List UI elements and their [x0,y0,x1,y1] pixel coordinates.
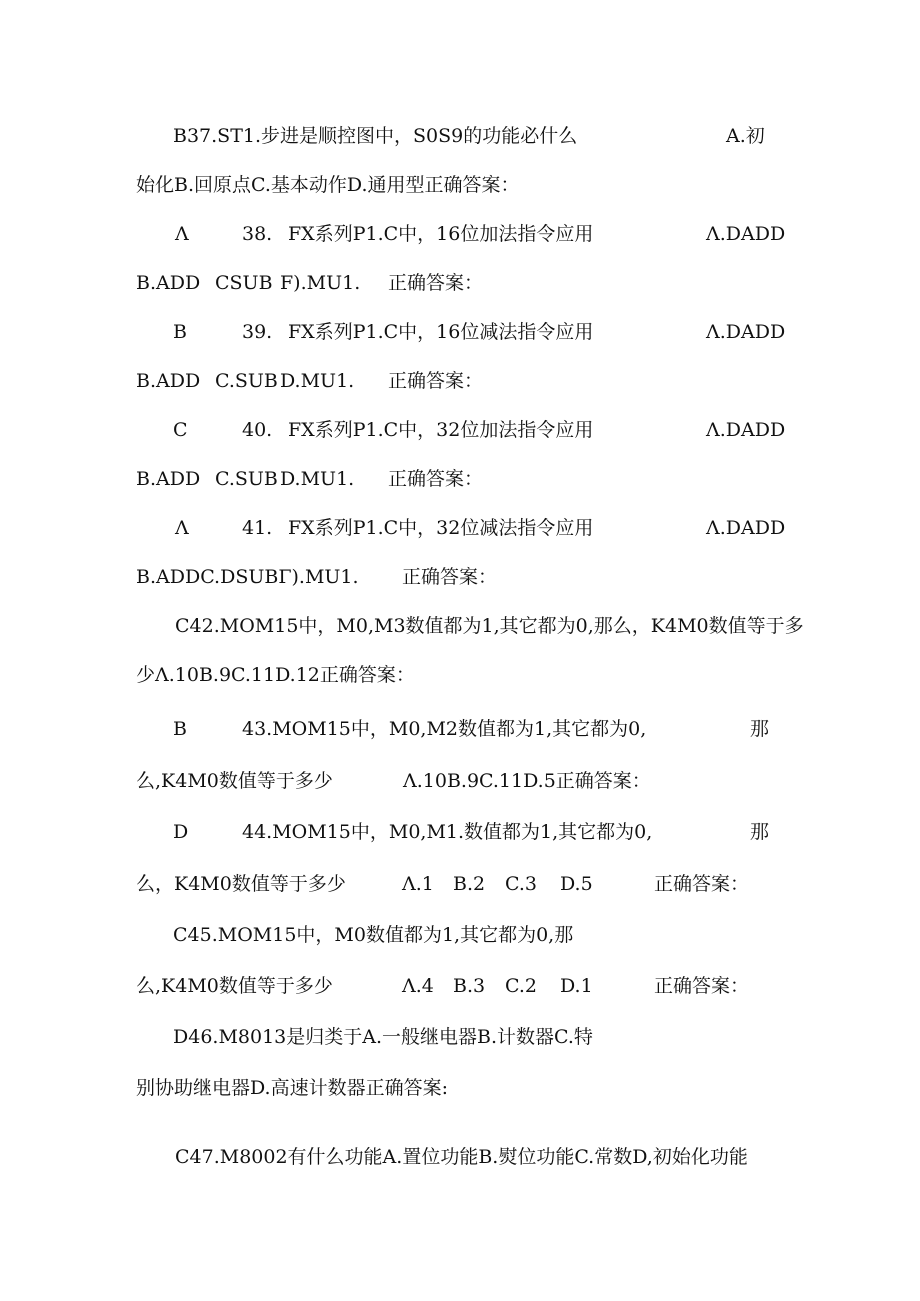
line-12-seg-1: 少Λ.10B.9C.11D.12正确答案： [136,664,415,686]
line-18-seg-2: Λ.4 [402,975,434,997]
line-3-seg-2: 38. [242,223,273,245]
line-16-seg-1: 么，K4M0数值等于多少 [136,873,346,895]
line-21-seg-1: C47.M8002有什么功能A.置位功能B.熨位功能C.常数D,初始化功能 [175,1146,748,1168]
line-7-seg-4: Λ.DADD [706,419,786,441]
line-6-seg-3: D.MU1. [280,370,355,392]
line-9-seg-2: 41. [242,517,273,539]
line-16-seg-5: D.5 [560,873,593,895]
line-15-seg-3: 那 [750,821,770,843]
line-7-seg-2: 40. [242,419,273,441]
line-16-seg-3: B.2 [453,873,486,895]
line-1-seg-1: B37.ST1.步进是顺控图中，S0S9的功能必什么 [173,125,578,147]
line-20-seg-1: 别协助继电器D.高速计数器正确答案: [136,1077,448,1099]
line-3-seg-1: Λ [175,223,189,245]
line-9-seg-4: Λ.DADD [706,517,786,539]
line-18-seg-3: B.3 [453,975,486,997]
line-4-seg-2: CSUB [215,272,273,294]
line-18-seg-6: 正确答案： [654,975,750,997]
line-18-seg-5: D.1 [560,975,593,997]
line-8-seg-1: B.ADD [136,468,201,490]
line-5-seg-4: Λ.DADD [706,321,786,343]
line-8-seg-2: C.SUB [215,468,278,490]
line-7-seg-1: C [173,419,188,441]
line-1-seg-2: A.初 [726,125,765,147]
line-15-seg-1: D [173,821,189,843]
line-16-seg-2: Λ.1 [402,873,434,895]
line-14-seg-1: 么,K4M0数值等于多少 [136,770,333,792]
line-3-seg-3: FX系列P1.C中，16位加法指令应用 [288,223,594,245]
line-16-seg-4: C.3 [505,873,537,895]
line-17-seg-1: C45.MOM15中，M0数值都为1,其它都为0,那 [173,924,574,946]
line-18-seg-4: C.2 [505,975,537,997]
line-5-seg-1: B [173,321,187,343]
line-2-seg-1: 始化B.回原点C.基本动作D.通用型正确答案： [136,174,520,196]
line-9-seg-3: FX系列P1.C中，32位减法指令应用 [288,517,594,539]
line-4-seg-1: B.ADD [136,272,201,294]
line-10-seg-1: B.ADDC.DSUBΓ).MU1. [136,566,359,588]
line-11-seg-1: C42.MOM15中，M0,M3数值都为1,其它都为0,那么，K4M0数值等于多 [175,615,804,637]
line-10-seg-2: 正确答案： [402,566,498,588]
line-6-seg-2: C.SUB [215,370,278,392]
line-8-seg-3: D.MU1. [280,468,355,490]
line-15-seg-2: 44.MOM15中，M0,M1.数值都为1,其它都为0, [242,821,653,843]
line-13-seg-2: 43.MOM15中，M0,M2数值都为1,其它都为0, [242,718,647,740]
line-3-seg-4: Λ.DADD [706,223,786,245]
line-8-seg-4: 正确答案： [388,468,484,490]
line-13-seg-3: 那 [750,718,770,740]
line-16-seg-6: 正确答案： [654,873,750,895]
line-4-seg-3: F).MU1. [280,272,361,294]
line-6-seg-4: 正确答案： [388,370,484,392]
line-5-seg-2: 39. [242,321,273,343]
line-19-seg-1: D46.M8013是归类于A.一般继电器B.计数器C.特 [173,1026,593,1048]
line-18-seg-1: 么,K4M0数值等于多少 [136,975,333,997]
line-6-seg-1: B.ADD [136,370,201,392]
line-7-seg-3: FX系列P1.C中，32位加法指令应用 [288,419,594,441]
line-5-seg-3: FX系列P1.C中，16位减法指令应用 [288,321,594,343]
line-13-seg-1: B [173,718,187,740]
line-9-seg-1: Λ [175,517,189,539]
line-14-seg-2: Λ.10B.9C.11D.5正确答案： [403,770,651,792]
line-4-seg-4: 正确答案： [388,272,484,294]
